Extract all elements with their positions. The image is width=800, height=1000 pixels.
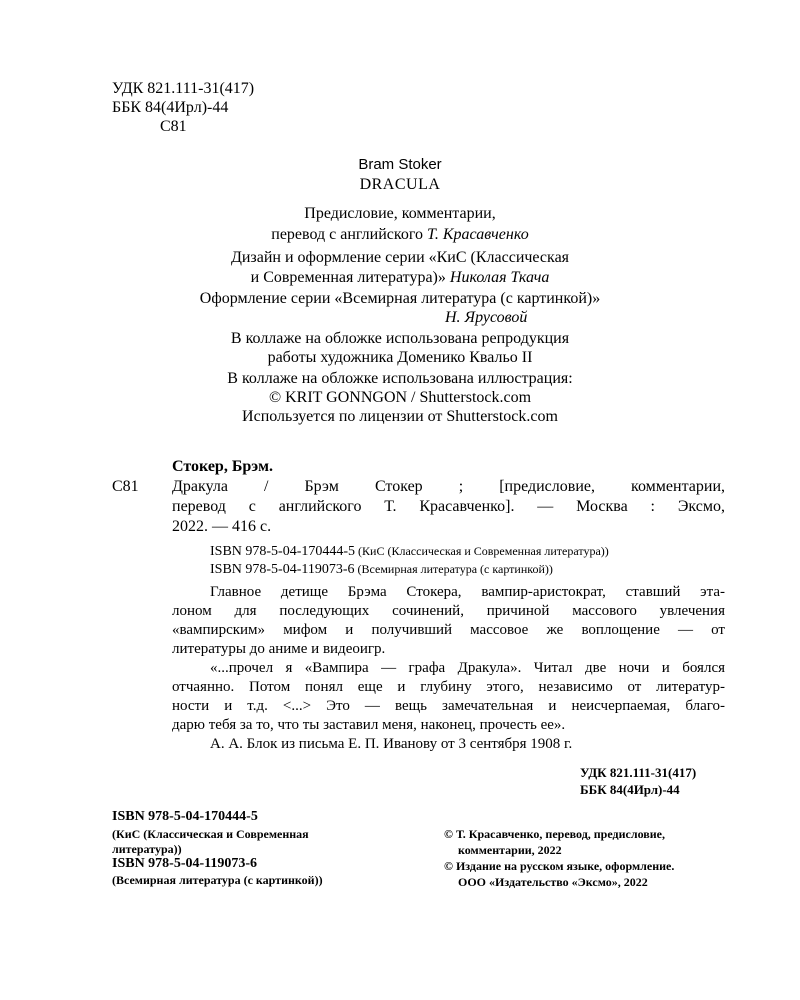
translator-name: Т. Красавченко bbox=[427, 226, 529, 243]
right-udk-code: УДК 821.111-31(417) bbox=[580, 765, 697, 780]
copyright1-line1: © Т. Красавченко, перевод, предисловие, bbox=[444, 827, 665, 841]
series-designer-name: Н. Ярусовой bbox=[445, 309, 528, 326]
footer-isbn1-note-line2: литература)) bbox=[112, 842, 182, 856]
design-credit-line1: Дизайн и оформление серии «КиС (Классическая bbox=[230, 249, 570, 266]
footer-isbn1: ISBN 978-5-04-170444-5 bbox=[112, 809, 258, 824]
annotation-p1-line3: «вампирским» мифом и получивший массовое же воплощение — от bbox=[172, 622, 725, 638]
catalog-mark: С81 bbox=[112, 478, 139, 495]
preface-credit-line2: перевод с английского Т. Красавченко bbox=[271, 226, 529, 243]
copyright1-line2: комментарии, 2022 bbox=[458, 843, 562, 857]
designer-name: Николая Ткача bbox=[449, 269, 550, 286]
right-bbk-code: ББК 84(4Ирл)-44 bbox=[580, 782, 680, 797]
collage-credit-line1: В коллаже на обложке использована репродукция bbox=[230, 330, 570, 347]
footer-isbn2-note: (Всемирная литература (с картинкой)) bbox=[112, 873, 323, 887]
collage-credit-line2: работы художника Доменико Квальо II bbox=[267, 349, 533, 366]
annotation-p1-line1: Главное детище Брэма Стокера, вампир-аристократ, ставший эта- bbox=[210, 584, 725, 600]
original-author: Bram Stoker bbox=[358, 156, 442, 173]
catalog-heading: Стокер, Брэм. bbox=[172, 458, 273, 475]
isbn-line2: ISBN 978-5-04-119073-6 (Всемирная литература (с картинкой)) bbox=[210, 562, 553, 577]
illustration-credit-line1: В коллаже на обложке использована иллюстрация: bbox=[227, 370, 573, 387]
preface-credit-line1: Предисловие, комментарии, bbox=[304, 205, 496, 222]
isbn-line1: ISBN 978-5-04-170444-5 (КиС (Классическая и Современная литература)) bbox=[210, 544, 609, 559]
copyright2-line2: ООО «Издательство «Эксмо», 2022 bbox=[458, 875, 648, 889]
illustration-credit-line2: © KRIT GONNGON / Shutterstock.com bbox=[268, 389, 532, 406]
annotation-quote-line3: ности и т.д. <...> Это — вещь замечательная и неисчерпаемая, благо- bbox=[172, 698, 725, 714]
annotation-p1-line2: лоном для последующих сочинений, причиной массового увлечения bbox=[172, 603, 725, 619]
udk-code: УДК 821.111-31(417) bbox=[112, 80, 255, 97]
author-mark: С81 bbox=[160, 118, 187, 135]
annotation-quote-line4: дарю тебя за то, что ты заставил меня, наконец, прочесть ее». bbox=[172, 717, 566, 733]
annotation-quote-line1: «...прочел я «Вампира — графа Дракула». Читал две ночи и боялся bbox=[210, 660, 725, 676]
illustration-credit-line3: Используется по лицензии от Shutterstock.com bbox=[242, 408, 558, 425]
catalog-line2: перевод с английского Т. Красавченко]. — Москва : Эксмо, bbox=[172, 498, 725, 515]
annotation-quote-source: А. А. Блок из письма Е. П. Иванову от 3 сентября 1908 г. bbox=[210, 736, 573, 752]
footer-isbn2: ISBN 978-5-04-119073-6 bbox=[112, 856, 258, 871]
series-credit-line1: Оформление серии «Всемирная литература (с картинкой)» bbox=[199, 290, 601, 307]
annotation-p1-line4: литературы до аниме и видеоигр. bbox=[172, 641, 386, 657]
original-title: DRACULA bbox=[359, 176, 441, 193]
catalog-line3: 2022. — 416 с. bbox=[172, 518, 272, 535]
footer-isbn1-note-line1: (КиС (Классическая и Современная bbox=[112, 827, 309, 841]
bbk-code: ББК 84(4Ирл)-44 bbox=[112, 99, 229, 116]
copyright2-line1: © Издание на русском языке, оформление. bbox=[444, 859, 675, 873]
design-credit-line2: и Современная литература)» Николая Ткача bbox=[250, 269, 550, 286]
catalog-line1: Дракула / Брэм Стокер ; [предисловие, комментарии, bbox=[172, 478, 725, 495]
annotation-quote-line2: отчаянно. Потом понял еще и глубину этого, независимо от литератур- bbox=[172, 679, 725, 695]
